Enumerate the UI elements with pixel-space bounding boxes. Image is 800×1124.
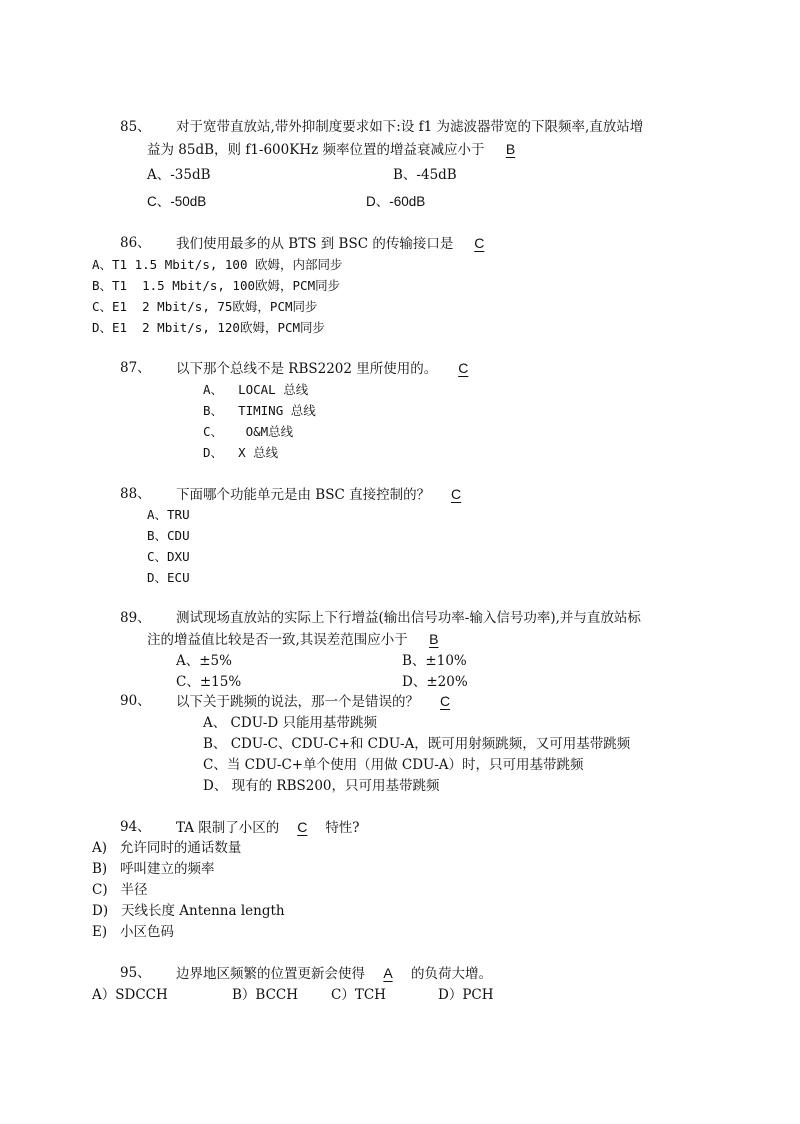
answer-blank: C <box>451 486 462 502</box>
option-a: A、TRU <box>147 507 190 522</box>
question-number: 90、 <box>120 693 151 709</box>
question-number: 85、 <box>120 119 151 135</box>
option-c: C、E1 2 Mbit/s, 75欧姆，PCM同步 <box>92 299 318 314</box>
answer-blank: C <box>458 360 469 376</box>
question-text-continued: 益为 85dB，则 f1-600KHz 频率位置的增益衰减应小于 B <box>147 140 537 159</box>
question-number: 86、 <box>120 235 151 251</box>
option-b: B、±10% <box>402 653 467 669</box>
option-a: A）SDCCH <box>92 987 168 1003</box>
option-d: D) 天线长度 Antenna length <box>92 903 285 919</box>
option-d: D）PCH <box>438 987 494 1003</box>
option-a: A、±5% <box>176 653 232 669</box>
option-b: B、CDU <box>147 528 190 543</box>
question-number: 88、 <box>120 486 151 502</box>
question-text: 对于宽带直放站,带外抑制度要求如下:设 f1 为滤波器带宽的下限频率,直放站增 <box>176 119 644 135</box>
option-e: E) 小区色码 <box>92 924 174 940</box>
answer-blank: C <box>474 235 485 251</box>
question-text: 测试现场直放站的实际上下行增益(输出信号功率-输入信号功率),并与直放站标 <box>176 610 641 626</box>
question-text: 以下关于跳频的说法，那一个是错误的？ C <box>176 692 471 711</box>
option-c: C、 O&M总线 <box>203 424 294 439</box>
option-b: B、T1 1.5 Mbit/s, 100欧姆，PCM同步 <box>92 278 341 293</box>
question-text: 下面哪个功能单元是由 BSC 直接控制的？ C <box>176 485 482 504</box>
question-number: 87、 <box>120 360 151 376</box>
answer-blank: C <box>297 819 308 835</box>
answer-blank: A <box>383 965 393 981</box>
answer-blank: B <box>429 631 439 647</box>
option-d: D、 现有的 RBS200，只可用基带跳频 <box>203 778 440 794</box>
question-text-continued: 注的增益值比较是否一致,其误差范围应小于 B <box>147 630 460 649</box>
option-b: B、 TIMING 总线 <box>203 403 316 418</box>
option-d: D、-60dB <box>366 194 426 209</box>
answer-blank: B <box>505 141 516 157</box>
question-number: 95、 <box>120 965 151 981</box>
option-a: A、T1 1.5 Mbit/s, 100 欧姆，内部同步 <box>92 257 343 272</box>
option-d: D、ECU <box>147 570 190 585</box>
option-d: D、 X 总线 <box>203 445 279 460</box>
option-c: C、DXU <box>147 549 190 564</box>
option-d: D、±20% <box>402 674 468 690</box>
question-text: TA 限制了小区的 C 特性? <box>176 819 360 836</box>
option-b: B、-45dB <box>393 167 457 183</box>
question-text: 我们使用最多的从 BTS 到 BSC 的传输接口是 C <box>176 234 505 253</box>
option-a: A) 允许同时的通话数量 <box>92 840 242 856</box>
option-b: B) 呼叫建立的频率 <box>92 861 215 877</box>
option-d: D、E1 2 Mbit/s, 120欧姆，PCM同步 <box>92 320 326 335</box>
option-a: A、 LOCAL 总线 <box>203 382 309 397</box>
option-a: A、 CDU-D 只能用基带跳频 <box>203 715 378 731</box>
option-c: C）TCH <box>331 987 386 1003</box>
question-number: 89、 <box>120 610 151 626</box>
option-c: C) 半径 <box>92 882 148 898</box>
option-b: B、 CDU-C、CDU-C+和 CDU-A，既可用射频跳频，又可用基带跳频 <box>203 736 631 752</box>
option-c: C、±15% <box>176 674 242 690</box>
answer-blank: C <box>439 693 451 709</box>
option-c: C、当 CDU-C+单个使用（用做 CDU-A）时，只可用基带跳频 <box>203 757 584 773</box>
option-c: C、-50dB <box>147 194 207 209</box>
question-text: 边界地区频繁的位置更新会使得 A 的负荷大增。 <box>176 965 492 982</box>
question-number: 94、 <box>120 819 151 835</box>
option-a: A、-35dB <box>147 167 211 183</box>
question-text: 以下那个总线不是 RBS2202 里所使用的。 C <box>176 359 489 378</box>
option-b: B）BCCH <box>232 987 299 1003</box>
